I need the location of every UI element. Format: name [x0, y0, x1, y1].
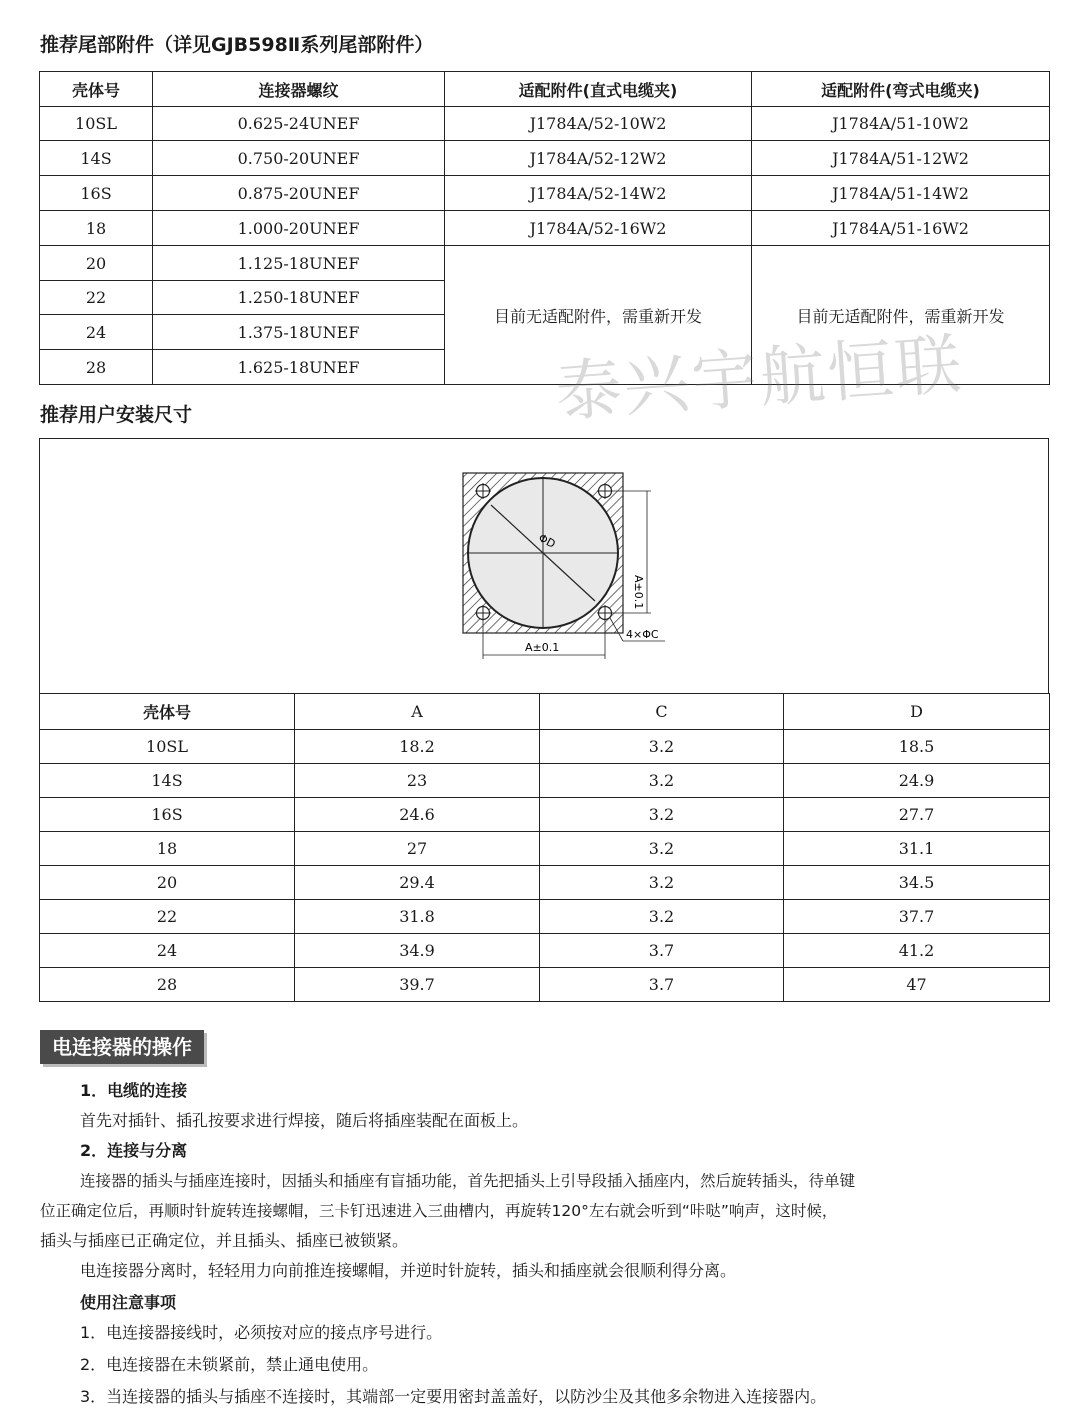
header-straight-clamp: 适配附件(直式电缆夹): [445, 72, 752, 107]
table-row: [40, 246, 1050, 281]
cell-c: 3.2: [540, 900, 784, 934]
cell-shell: 16S: [40, 176, 153, 211]
cell-bent: J1784A/51-16W2: [752, 211, 1050, 246]
cell-c: 3.7: [540, 934, 784, 968]
table-row: [40, 832, 1050, 866]
cell-d: 41.2: [784, 934, 1050, 968]
cell-shell: 14S: [40, 141, 153, 176]
table-row: [40, 176, 1050, 211]
table-row: [40, 764, 1050, 798]
table-row: [40, 900, 1050, 934]
table-row: [40, 730, 1050, 764]
cell-c: 3.2: [540, 764, 784, 798]
holes-label: 4×ΦC: [626, 628, 659, 641]
table-row: [40, 107, 1050, 141]
install-dimensions-table: [39, 693, 1050, 1002]
cell-a: 29.4: [295, 866, 540, 900]
header-c: C: [540, 694, 784, 730]
cell-bent: J1784A/51-14W2: [752, 176, 1050, 211]
cell-shell: 20: [40, 246, 153, 281]
header-a: A: [295, 694, 540, 730]
cell-straight: J1784A/52-10W2: [445, 107, 752, 141]
cell-d: 27.7: [784, 798, 1050, 832]
merged-note-straight: 目前无适配附件，需重新开发: [445, 246, 752, 385]
cell-thread: 1.375-18UNEF: [153, 315, 445, 350]
merged-note-bent: 目前无适配附件，需重新开发: [752, 246, 1050, 385]
cell-a: 24.6: [295, 798, 540, 832]
cell-thread: 1.000-20UNEF: [153, 211, 445, 246]
table-row: [40, 798, 1050, 832]
vertical-dimension-label: A±0.1: [632, 575, 645, 610]
operation-section-title: 电连接器的操作: [40, 1030, 204, 1064]
cell-bent: J1784A/51-10W2: [752, 107, 1050, 141]
cell-thread: 1.625-18UNEF: [153, 350, 445, 385]
tail-accessories-table: [39, 71, 1050, 385]
tail-accessories-heading: 推荐尾部附件（详见GJB598Ⅱ系列尾部附件）: [40, 34, 434, 56]
table-row: [40, 211, 1050, 246]
cell-a: 31.8: [295, 900, 540, 934]
connect-separate-line: 位正确定位后，再顺时针旋转连接螺帽，三卡钉迅速进入三曲槽内，再旋转120°左右就会听到“咔哒”响声，这时候，: [40, 1202, 838, 1220]
cell-a: 34.9: [295, 934, 540, 968]
cell-a: 23: [295, 764, 540, 798]
cell-thread: 0.750-20UNEF: [153, 141, 445, 176]
usage-note: 3．当连接器的插头与插座不连接时，其端部一定要用密封盖盖好，以防沙尘及其他多余物进入连接器内。: [80, 1387, 827, 1406]
watermark: 泰兴宇航恒联: [553, 325, 966, 432]
connect-separate-title: 2．连接与分离: [80, 1141, 188, 1160]
install-dimensions-heading: 推荐用户安装尺寸: [40, 404, 193, 426]
cell-shell: 22: [40, 900, 295, 934]
usage-notes-title: 使用注意事项: [80, 1293, 177, 1312]
usage-note: 2．电连接器在未锁紧前，禁止通电使用。: [80, 1355, 379, 1374]
cell-c: 3.2: [540, 798, 784, 832]
header-bent-clamp: 适配附件(弯式电缆夹): [752, 72, 1050, 107]
cell-d: 24.9: [784, 764, 1050, 798]
cell-c: 3.2: [540, 832, 784, 866]
cell-thread: 0.625-24UNEF: [153, 107, 445, 141]
table-header-row: [40, 694, 1050, 730]
cable-connection-title: 1．电缆的连接: [80, 1081, 188, 1100]
cell-d: 18.5: [784, 730, 1050, 764]
cell-thread: 1.250-18UNEF: [153, 281, 445, 315]
cell-c: 3.7: [540, 968, 784, 1002]
cell-shell: 14S: [40, 764, 295, 798]
cell-shell: 18: [40, 832, 295, 866]
cell-a: 18.2: [295, 730, 540, 764]
cell-shell: 24: [40, 934, 295, 968]
cell-straight: J1784A/52-12W2: [445, 141, 752, 176]
table-row: [40, 866, 1050, 900]
cell-d: 47: [784, 968, 1050, 1002]
cell-d: 37.7: [784, 900, 1050, 934]
cell-a: 27: [295, 832, 540, 866]
cell-shell: 18: [40, 211, 153, 246]
header-thread: 连接器螺纹: [153, 72, 445, 107]
usage-note: 1．电连接器接线时，必须按对应的接点序号进行。: [80, 1323, 443, 1342]
cell-shell: 28: [40, 350, 153, 385]
cell-d: 31.1: [784, 832, 1050, 866]
cell-a: 39.7: [295, 968, 540, 1002]
cell-straight: J1784A/52-14W2: [445, 176, 752, 211]
header-d: D: [784, 694, 1050, 730]
cell-bent: J1784A/51-12W2: [752, 141, 1050, 176]
cable-connection-text: 首先对插针、插孔按要求进行焊接，随后将插座装配在面板上。: [80, 1111, 529, 1130]
table-row: [40, 968, 1050, 1002]
connect-separate-line: 连接器的插头与插座连接时，因插头和插座有盲插功能，首先把插头上引导段插入插座内，然后旋转插头，待单键: [80, 1172, 856, 1190]
cell-shell: 20: [40, 866, 295, 900]
table-header-row: [40, 72, 1050, 107]
cell-shell: 28: [40, 968, 295, 1002]
cell-shell: 22: [40, 281, 153, 315]
separation-text: 电连接器分离时，轻轻用力向前推连接螺帽，并逆时针旋转，插头和插座就会很顺利得分离。: [80, 1261, 737, 1280]
cell-straight: J1784A/52-16W2: [445, 211, 752, 246]
diameter-label: ΦD: [536, 531, 558, 551]
cell-c: 3.2: [540, 730, 784, 764]
header-shell: 壳体号: [40, 72, 153, 107]
cell-d: 34.5: [784, 866, 1050, 900]
table-row: [40, 934, 1050, 968]
table-row: [40, 141, 1050, 176]
cell-thread: 0.875-20UNEF: [153, 176, 445, 211]
cell-thread: 1.125-18UNEF: [153, 246, 445, 281]
cell-c: 3.2: [540, 866, 784, 900]
header-shell: 壳体号: [40, 694, 295, 730]
connect-separate-line: 插头与插座已正确定位，并且插头、插座已被锁紧。: [40, 1231, 409, 1250]
panel-cutout-drawing: [455, 465, 685, 665]
horizontal-dimension-label: A±0.1: [525, 641, 560, 654]
cell-shell: 10SL: [40, 107, 153, 141]
cell-shell: 16S: [40, 798, 295, 832]
cell-shell: 10SL: [40, 730, 295, 764]
cell-shell: 24: [40, 315, 153, 350]
